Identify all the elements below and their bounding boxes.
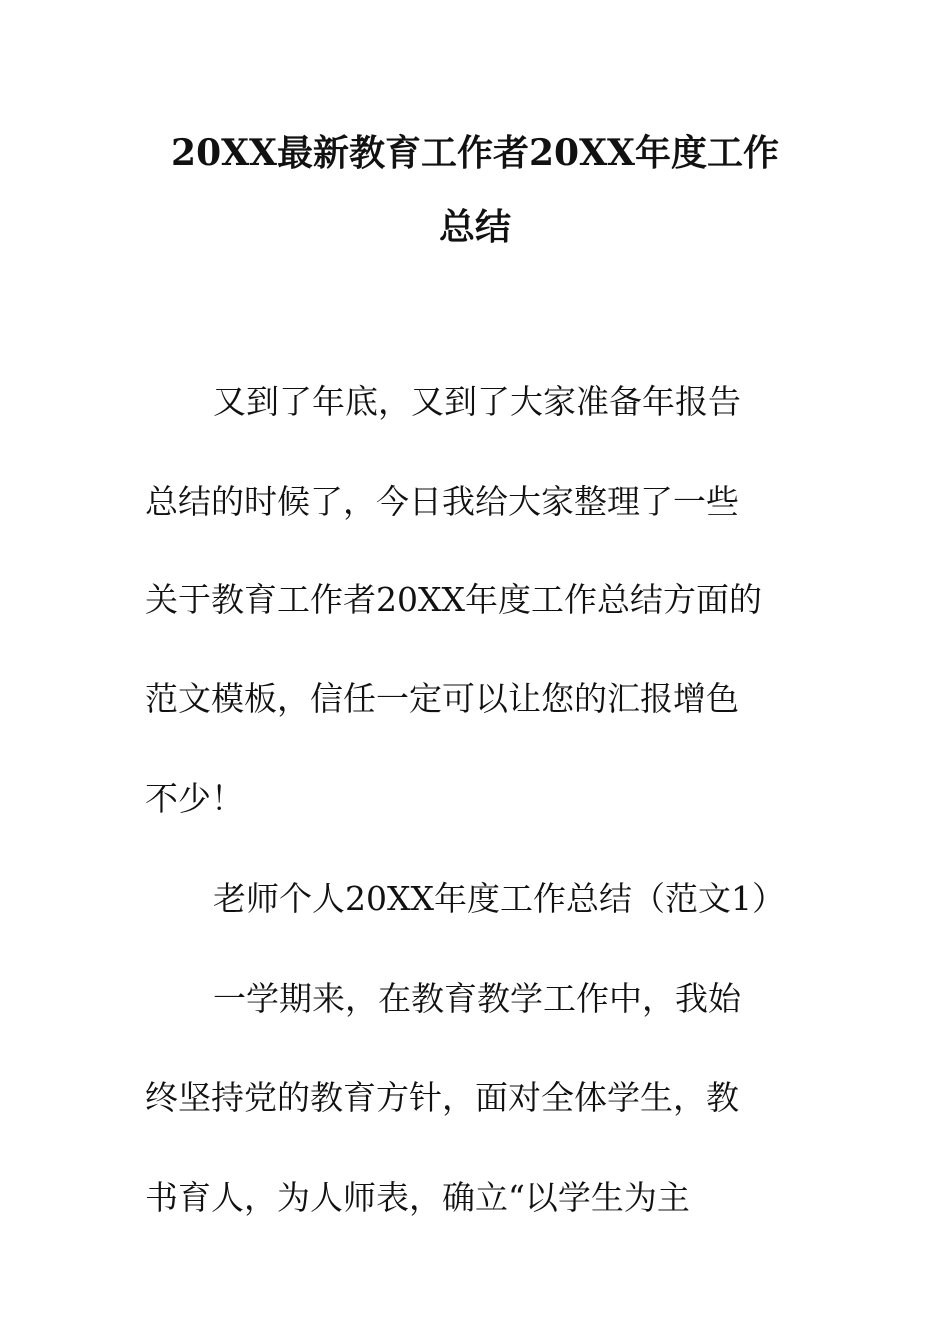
document-title-line-1: 20XX最新教育工作者20XX年度工作 [171, 132, 779, 174]
paragraph-line: 总结的时候了，今日我给大家整理了一些 [145, 482, 739, 521]
paragraph-line: 不少！ [145, 779, 244, 818]
paragraph-line: 终坚持党的教育方针，面对全体学生，教 [145, 1078, 739, 1117]
section-heading: 老师个人20XX年度工作总结（范文1） [213, 879, 785, 918]
paragraph-line: 关于教育工作者20XX年度工作总结方面的 [145, 580, 762, 619]
paragraph-line: 范文模板，信任一定可以让您的汇报增色 [145, 679, 739, 718]
document-title-line-2: 总结 [438, 206, 511, 248]
paragraph-line: 又到了年底，又到了大家准备年报告 [213, 382, 741, 421]
paragraph-line: 书育人，为人师表，确立“以学生为主 [145, 1178, 690, 1217]
paragraph-line: 一学期来，在教育教学工作中，我始 [213, 979, 741, 1018]
